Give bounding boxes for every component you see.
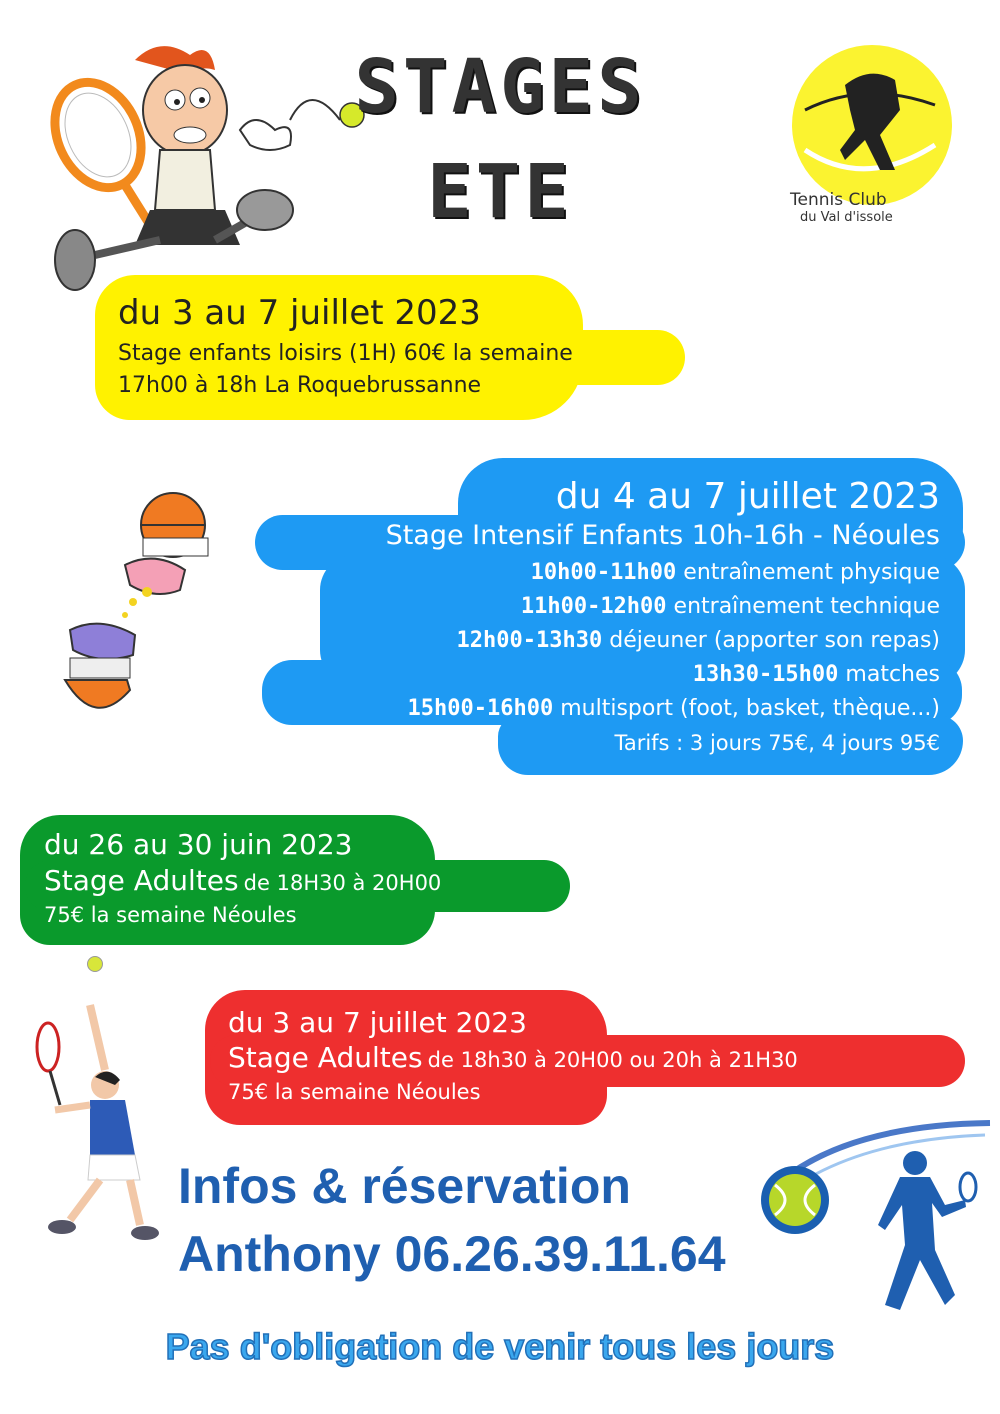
stage2-subtitle: Stage Intensif Enfants 10h-16h - Néoules <box>385 520 940 551</box>
schedule-time: 11h00-12h00 <box>520 594 667 619</box>
stage3-hours: de 18H30 à 20H00 <box>243 871 442 895</box>
schedule-time: 12h00-13h30 <box>456 628 603 653</box>
schedule-activity: entraînement physique <box>683 560 940 585</box>
club-logo-emblem-icon <box>785 40 960 210</box>
schedule-time: 10h00-11h00 <box>530 560 677 585</box>
serving-tennis-player-illustration <box>30 995 200 1255</box>
stage4-title-row <box>228 1041 798 1074</box>
stage1-description: Stage enfants loisirs (1H) 60€ la semaine <box>118 341 573 366</box>
stage4-hours: de 18h30 à 20H00 ou 20h à 21H30 <box>427 1048 798 1072</box>
stage2-schedule-row <box>408 696 940 721</box>
cartoon-tennis-player-illustration <box>40 40 380 300</box>
schedule-activity: déjeuner (apporter son repas) <box>609 628 940 653</box>
club-logo-text-line2: du Val d'issole <box>800 210 893 225</box>
stage1-dates: du 3 au 7 juillet 2023 <box>118 293 481 333</box>
stage2-schedule-row <box>457 628 940 653</box>
schedule-time: 13h30-15h00 <box>692 662 839 687</box>
stage1-time-location: 17h00 à 18h La Roquebrussanne <box>118 373 482 398</box>
stage3-name: Stage Adultes <box>44 864 239 897</box>
stage2-tarifs: Tarifs : 3 jours 75€, 4 jours 95€ <box>614 731 940 755</box>
stage3-price: 75€ la semaine Néoules <box>44 903 297 927</box>
stage3-title-row <box>44 864 441 897</box>
stage4-dates: du 3 au 7 juillet 2023 <box>228 1006 527 1039</box>
schedule-time: 15h00-16h00 <box>407 696 554 721</box>
schedule-activity: entraînement technique <box>673 594 940 619</box>
tennis-ball-icon <box>87 956 103 972</box>
footer-note: Pas d'obligation de venir tous les jours <box>165 1326 835 1367</box>
stage4-price: 75€ la semaine Néoules <box>228 1080 481 1104</box>
schedule-activity: matches <box>845 662 940 687</box>
stage2-schedule-row <box>521 594 940 619</box>
stage2-dates: du 4 au 7 juillet 2023 <box>555 476 940 517</box>
club-logo-text-line1: Tennis Club <box>790 190 887 210</box>
tennis-player-silhouette-icon <box>860 1145 980 1325</box>
poster-title-line1: STAGES <box>354 44 646 130</box>
sport-balls-illustration <box>55 490 235 730</box>
club-logo <box>785 40 960 230</box>
stage3-dates: du 26 au 30 juin 2023 <box>44 828 353 861</box>
contact-line1: Infos & réservation <box>178 1158 631 1214</box>
stage4-name: Stage Adultes <box>228 1041 423 1074</box>
poster-title-line2: ETE <box>427 149 573 235</box>
stage2-schedule-row <box>531 560 940 585</box>
schedule-activity: multisport (foot, basket, thèque...) <box>560 696 940 721</box>
stage2-schedule-row <box>693 662 940 687</box>
contact-phone: Anthony 06.26.39.11.64 <box>178 1226 726 1282</box>
